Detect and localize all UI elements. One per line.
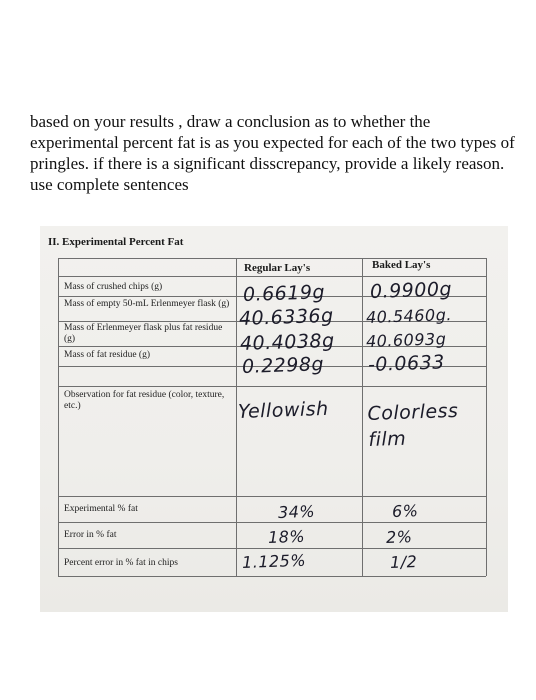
regular-mass-fat-residue: 0.2298g (241, 353, 325, 378)
row-label-error-fat: Error in % fat (64, 530, 117, 540)
section-title: II. Experimental Percent Fat (48, 236, 184, 248)
regular-mass-chips: 0.6619g (242, 281, 326, 306)
regular-observation: Yellowish (237, 397, 329, 423)
baked-mass-chips: 0.9900g (369, 278, 453, 303)
baked-error-fat: 2% (385, 527, 413, 547)
column-header-baked: Baked Lay's (372, 259, 431, 271)
baked-observation: Colorless film (367, 399, 459, 451)
worksheet-photo (40, 226, 508, 612)
row-divider (58, 522, 486, 523)
row-label-mass-flask-fat: Mass of Erlenmeyer flask plus fat residue (g) (64, 323, 223, 344)
regular-error-fat: 18% (267, 526, 306, 547)
regular-experimental-fat: 34% (277, 501, 316, 522)
table-border-right (486, 258, 487, 576)
header-divider (58, 276, 486, 277)
baked-percent-error: 1/2 (389, 552, 418, 572)
baked-experimental-fat: 6% (391, 501, 419, 521)
table-border-bottom (58, 576, 486, 577)
row-label-percent-error: Percent error in % fat in chips (64, 558, 178, 568)
row-label-experimental-fat: Experimental % fat (64, 504, 138, 514)
question-text: based on your results , draw a conclusion as to whether the experimental percent fat is as you expected for each of the two types of pringles. if there is a significant disscrepancy, provide a likely reason. use complete sentences (30, 112, 515, 194)
column-divider-2 (362, 258, 363, 576)
baked-mass-flask-fat: 40.6093g (365, 329, 447, 351)
row-label-observation: Observation for fat residue (color, texture, etc.) (64, 390, 225, 411)
row-label-mass-chips: Mass of crushed chips (g) (64, 282, 163, 292)
row-divider (58, 548, 486, 549)
regular-mass-empty-flask: 40.6336g (238, 304, 334, 330)
baked-mass-fat-residue: -0.0633 (367, 351, 446, 376)
column-header-regular: Regular Lay's (244, 262, 311, 274)
row-label-mass-fat-residue: Mass of fat residue (g) (64, 350, 151, 360)
table-border-left (58, 258, 59, 576)
row-divider (58, 496, 486, 497)
row-divider (58, 386, 486, 387)
regular-percent-error: 1.125% (241, 550, 307, 572)
column-divider-1 (236, 258, 237, 576)
row-label-mass-empty-flask: Mass of empty 50-mL Erlenmeyer flask (g) (64, 299, 230, 309)
regular-mass-flask-fat: 40.4038g (239, 329, 335, 355)
baked-mass-empty-flask: 40.5460g. (365, 305, 453, 327)
